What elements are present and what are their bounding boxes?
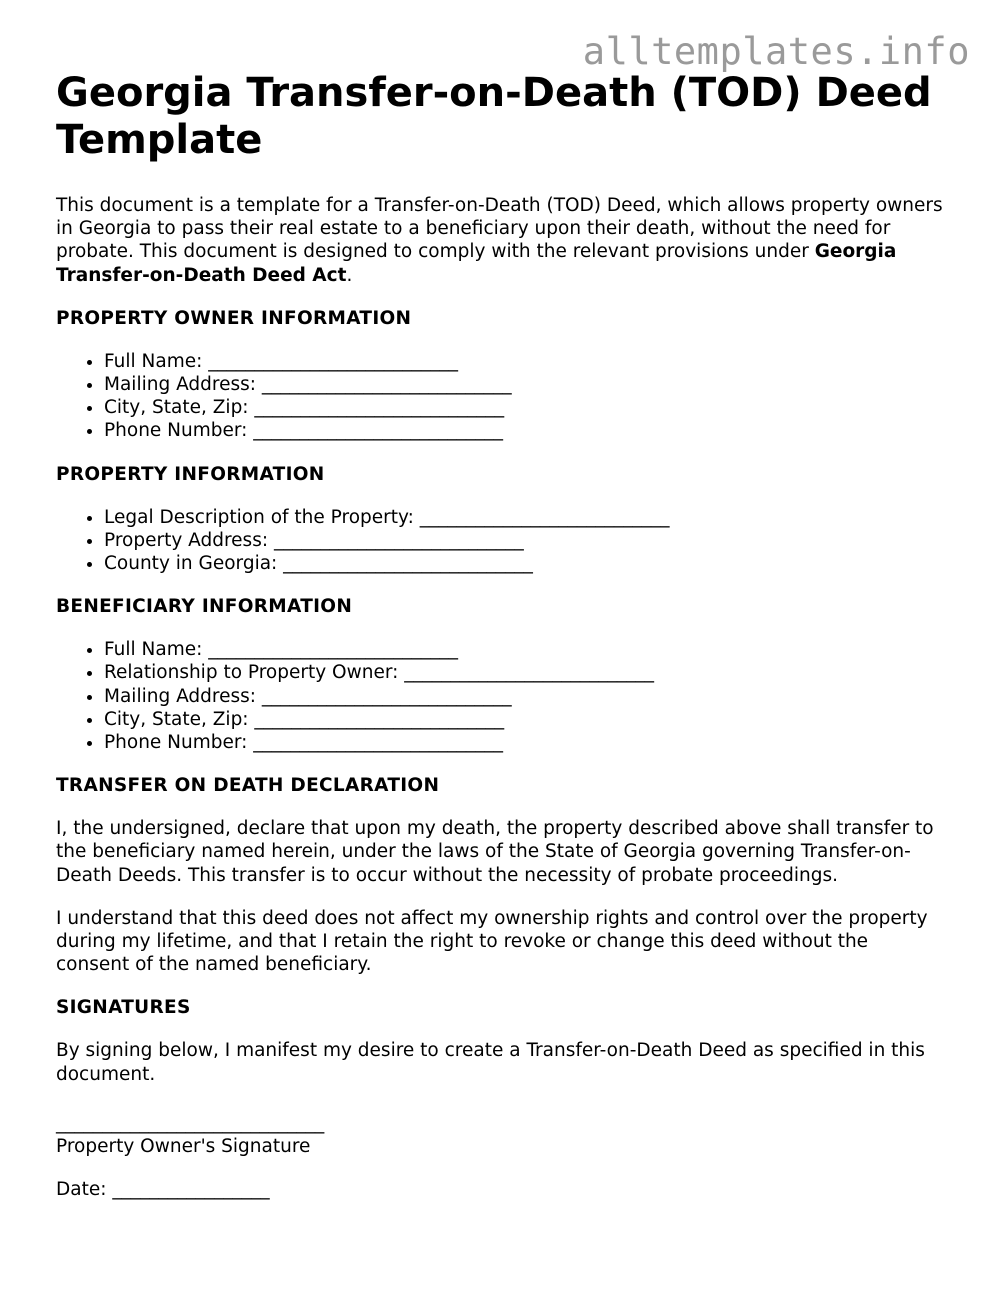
list-item: • Full Name: ___________________________: [104, 350, 946, 373]
owner-list: [56, 350, 946, 443]
intro-end: .: [346, 264, 353, 286]
date-line: Date: _________________: [56, 1179, 270, 1201]
list-item: • Legal Description of the Property: ___________________________: [104, 506, 946, 529]
declaration-heading: TRANSFER ON DEATH DECLARATION: [56, 775, 440, 797]
watermark: alltemplates.info: [582, 30, 970, 73]
beneficiary-list: [56, 638, 946, 754]
intro-act-name: Georgia Transfer-on-Death Deed Act: [56, 241, 897, 286]
list-item: • Phone Number: ___________________________: [104, 419, 946, 442]
property-list: [56, 506, 946, 576]
signature-label: Property Owner's Signature: [56, 1136, 311, 1158]
list-item: • City, State, Zip: ___________________________: [104, 396, 946, 419]
intro-paragraph: [56, 194, 946, 287]
list-item: • Mailing Address: ___________________________: [104, 685, 946, 708]
beneficiary-heading: BENEFICIARY INFORMATION: [56, 596, 353, 618]
list-item: • Phone Number: ___________________________: [104, 731, 946, 754]
intro-text: This document is a template for a Transfer-on-Death (TOD) Deed, which allows property owners in Georgia to pass their real estate to a beneficiary upon their death, without the need for probate. This document is designed to comply with the relevant provisions under: [56, 195, 943, 263]
document: [56, 70, 946, 1201]
list-item: • Full Name: ___________________________: [104, 638, 946, 661]
list-item: • City, State, Zip: ___________________________: [104, 708, 946, 731]
list-item: • Property Address: ___________________________: [104, 529, 946, 552]
property-heading: PROPERTY INFORMATION: [56, 463, 325, 485]
declaration-paragraph-2: I understand that this deed does not affect my ownership rights and control over the property during my lifetime, and that I retain the right to revoke or change this deed without the consent of the named beneficiary.: [56, 907, 928, 976]
owner-heading: PROPERTY OWNER INFORMATION: [56, 307, 412, 329]
signatures-heading: SIGNATURES: [56, 997, 191, 1019]
list-item: • Mailing Address: ___________________________: [104, 373, 946, 396]
page-title: Georgia Transfer-on-Death (TOD) Deed Template: [56, 70, 932, 163]
list-item: • Relationship to Property Owner: ___________________________: [104, 661, 946, 684]
signature-line: _____________________________: [56, 1112, 325, 1134]
list-item: • County in Georgia: ___________________________: [104, 552, 946, 575]
signatures-paragraph: By signing below, I manifest my desire to create a Transfer-on-Death Deed as specified in this document.: [56, 1040, 925, 1085]
declaration-paragraph-1: I, the undersigned, declare that upon my death, the property described above shall transfer to the beneficiary named herein, under the laws of the State of Georgia governing Transfer-on-Death Deeds. This transfer is to occur without the necessity of probate proceedings.: [56, 818, 934, 886]
